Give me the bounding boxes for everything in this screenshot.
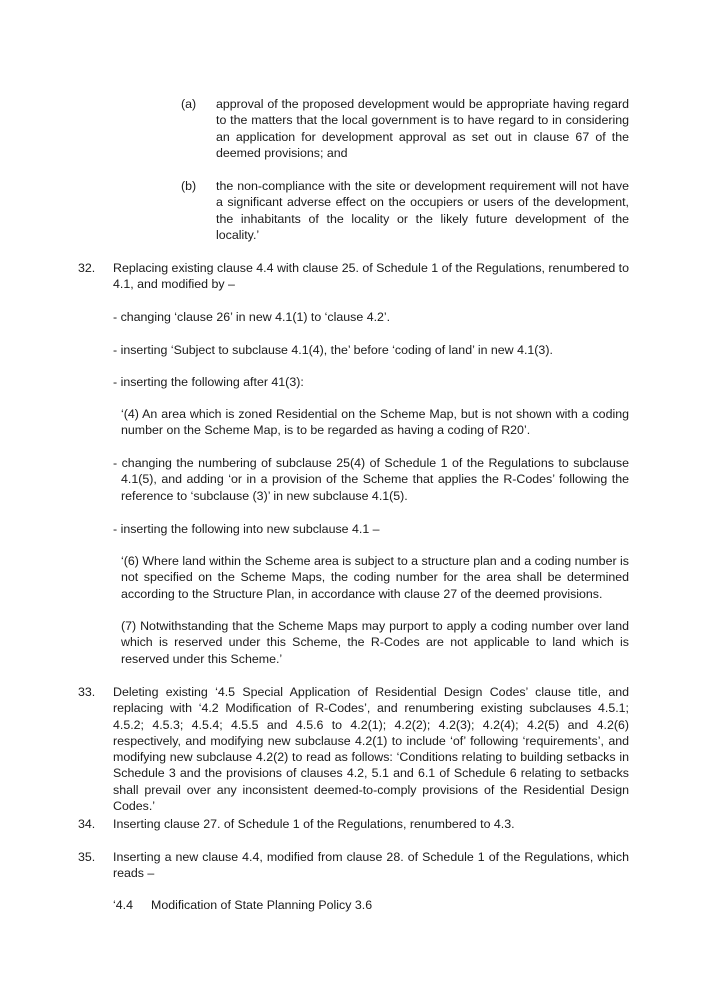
item-32-intro: Replacing existing clause 4.4 with clause 25. of Schedule 1 of the Regulations, renumbered to 4.1, and modified by – xyxy=(113,261,629,292)
item-number-32: 32. xyxy=(78,261,96,275)
item-number-33: 33. xyxy=(78,685,96,699)
sub-item-text-b: the non-compliance with the site or development requirement will not have a significant adverse effect on the occupiers or users of the development, the inhabitants of the locality or the likely future development of the locality.’ xyxy=(216,179,629,242)
item-number-34: 34. xyxy=(78,817,96,831)
item-33-text: Deleting existing ‘4.5 Special Application of Residential Design Codes’ clause title, and replacing with ‘4.2 Modification of R-Codes’, and renumbering existing subclauses 4.5.1; 4.5.2; 4.5.3; 4.5.4; 4.5.5 and 4.5.6 to 4.2(1); 4.2(2); 4.2(3); 4.2(4); 4.2(5) and 4.2(6) respectively, and modifying new subclause 4.2(1) to include ‘of’ following ‘requirements’, and modifying new subclause 4.2(2) to read as follows: ‘Conditions relating to building setbacks in Schedule 3 and the provisions of clauses 4.2, 5.1 and 6.1 of Schedule 6 relating to setbacks shall prevail over any inconsistent deemed-to-comply provisions of the Residential Design Codes.’ xyxy=(113,685,629,814)
sub-item-text-a: approval of the proposed development would be appropriate having regard to the matters that the local government is to have regard to in considering an application for development approval as set out in clause 67 of the deemed provisions; and xyxy=(216,97,629,160)
item-32-quote-7: (7) Notwithstanding that the Scheme Maps may purport to apply a coding number over land which is reserved under this Scheme, the R-Codes are not applicable to land which is reserved under this Scheme.’ xyxy=(121,619,629,666)
item-number-35: 35. xyxy=(78,850,96,864)
item-35-text: Inserting a new clause 4.4, modified from clause 28. of Schedule 1 of the Regulations, which reads – xyxy=(113,850,629,881)
item-32-dash-5: - inserting the following into new subclause 4.1 – xyxy=(113,522,380,536)
sub-item-label-a: (a) xyxy=(181,97,197,111)
clause-4-4-heading-title: Modification of State Planning Policy 3.6 xyxy=(151,898,373,912)
clause-4-4-heading xyxy=(113,897,372,913)
item-32-dash-2: - inserting ‘Subject to subclause 4.1(4), the’ before ‘coding of land’ in new 4.1(3). xyxy=(113,343,553,357)
item-32-dash-4: - changing the numbering of subclause 25(4) of Schedule 1 of the Regulations to subclause 4.1(5), and adding ‘or in a provision of the Scheme that applies the R-Codes’ following the reference to ‘subclause (3)’ in new subclause 4.1(5). xyxy=(113,456,629,503)
item-32-dash-1: - changing ‘clause 26’ in new 4.1(1) to ‘clause 4.2’. xyxy=(113,310,391,324)
clause-4-4-heading-number: ‘4.4 xyxy=(113,898,133,912)
item-34-text: Inserting clause 27. of Schedule 1 of the Regulations, renumbered to 4.3. xyxy=(113,817,515,831)
item-32-quote-6: ‘(6) Where land within the Scheme area is subject to a structure plan and a coding number is not specified on the Scheme Maps, the coding number for the area shall be determined according to the Structure Plan, in accordance with clause 27 of the deemed provisions. xyxy=(121,554,629,601)
sub-item-label-b: (b) xyxy=(181,179,197,193)
item-32-dash-3: - inserting the following after 41(3): xyxy=(113,375,304,389)
item-32-quote-4: ‘(4) An area which is zoned Residential on the Scheme Map, but is not shown with a coding number on the Scheme Map, is to be regarded as having a coding of R20’. xyxy=(121,407,629,438)
